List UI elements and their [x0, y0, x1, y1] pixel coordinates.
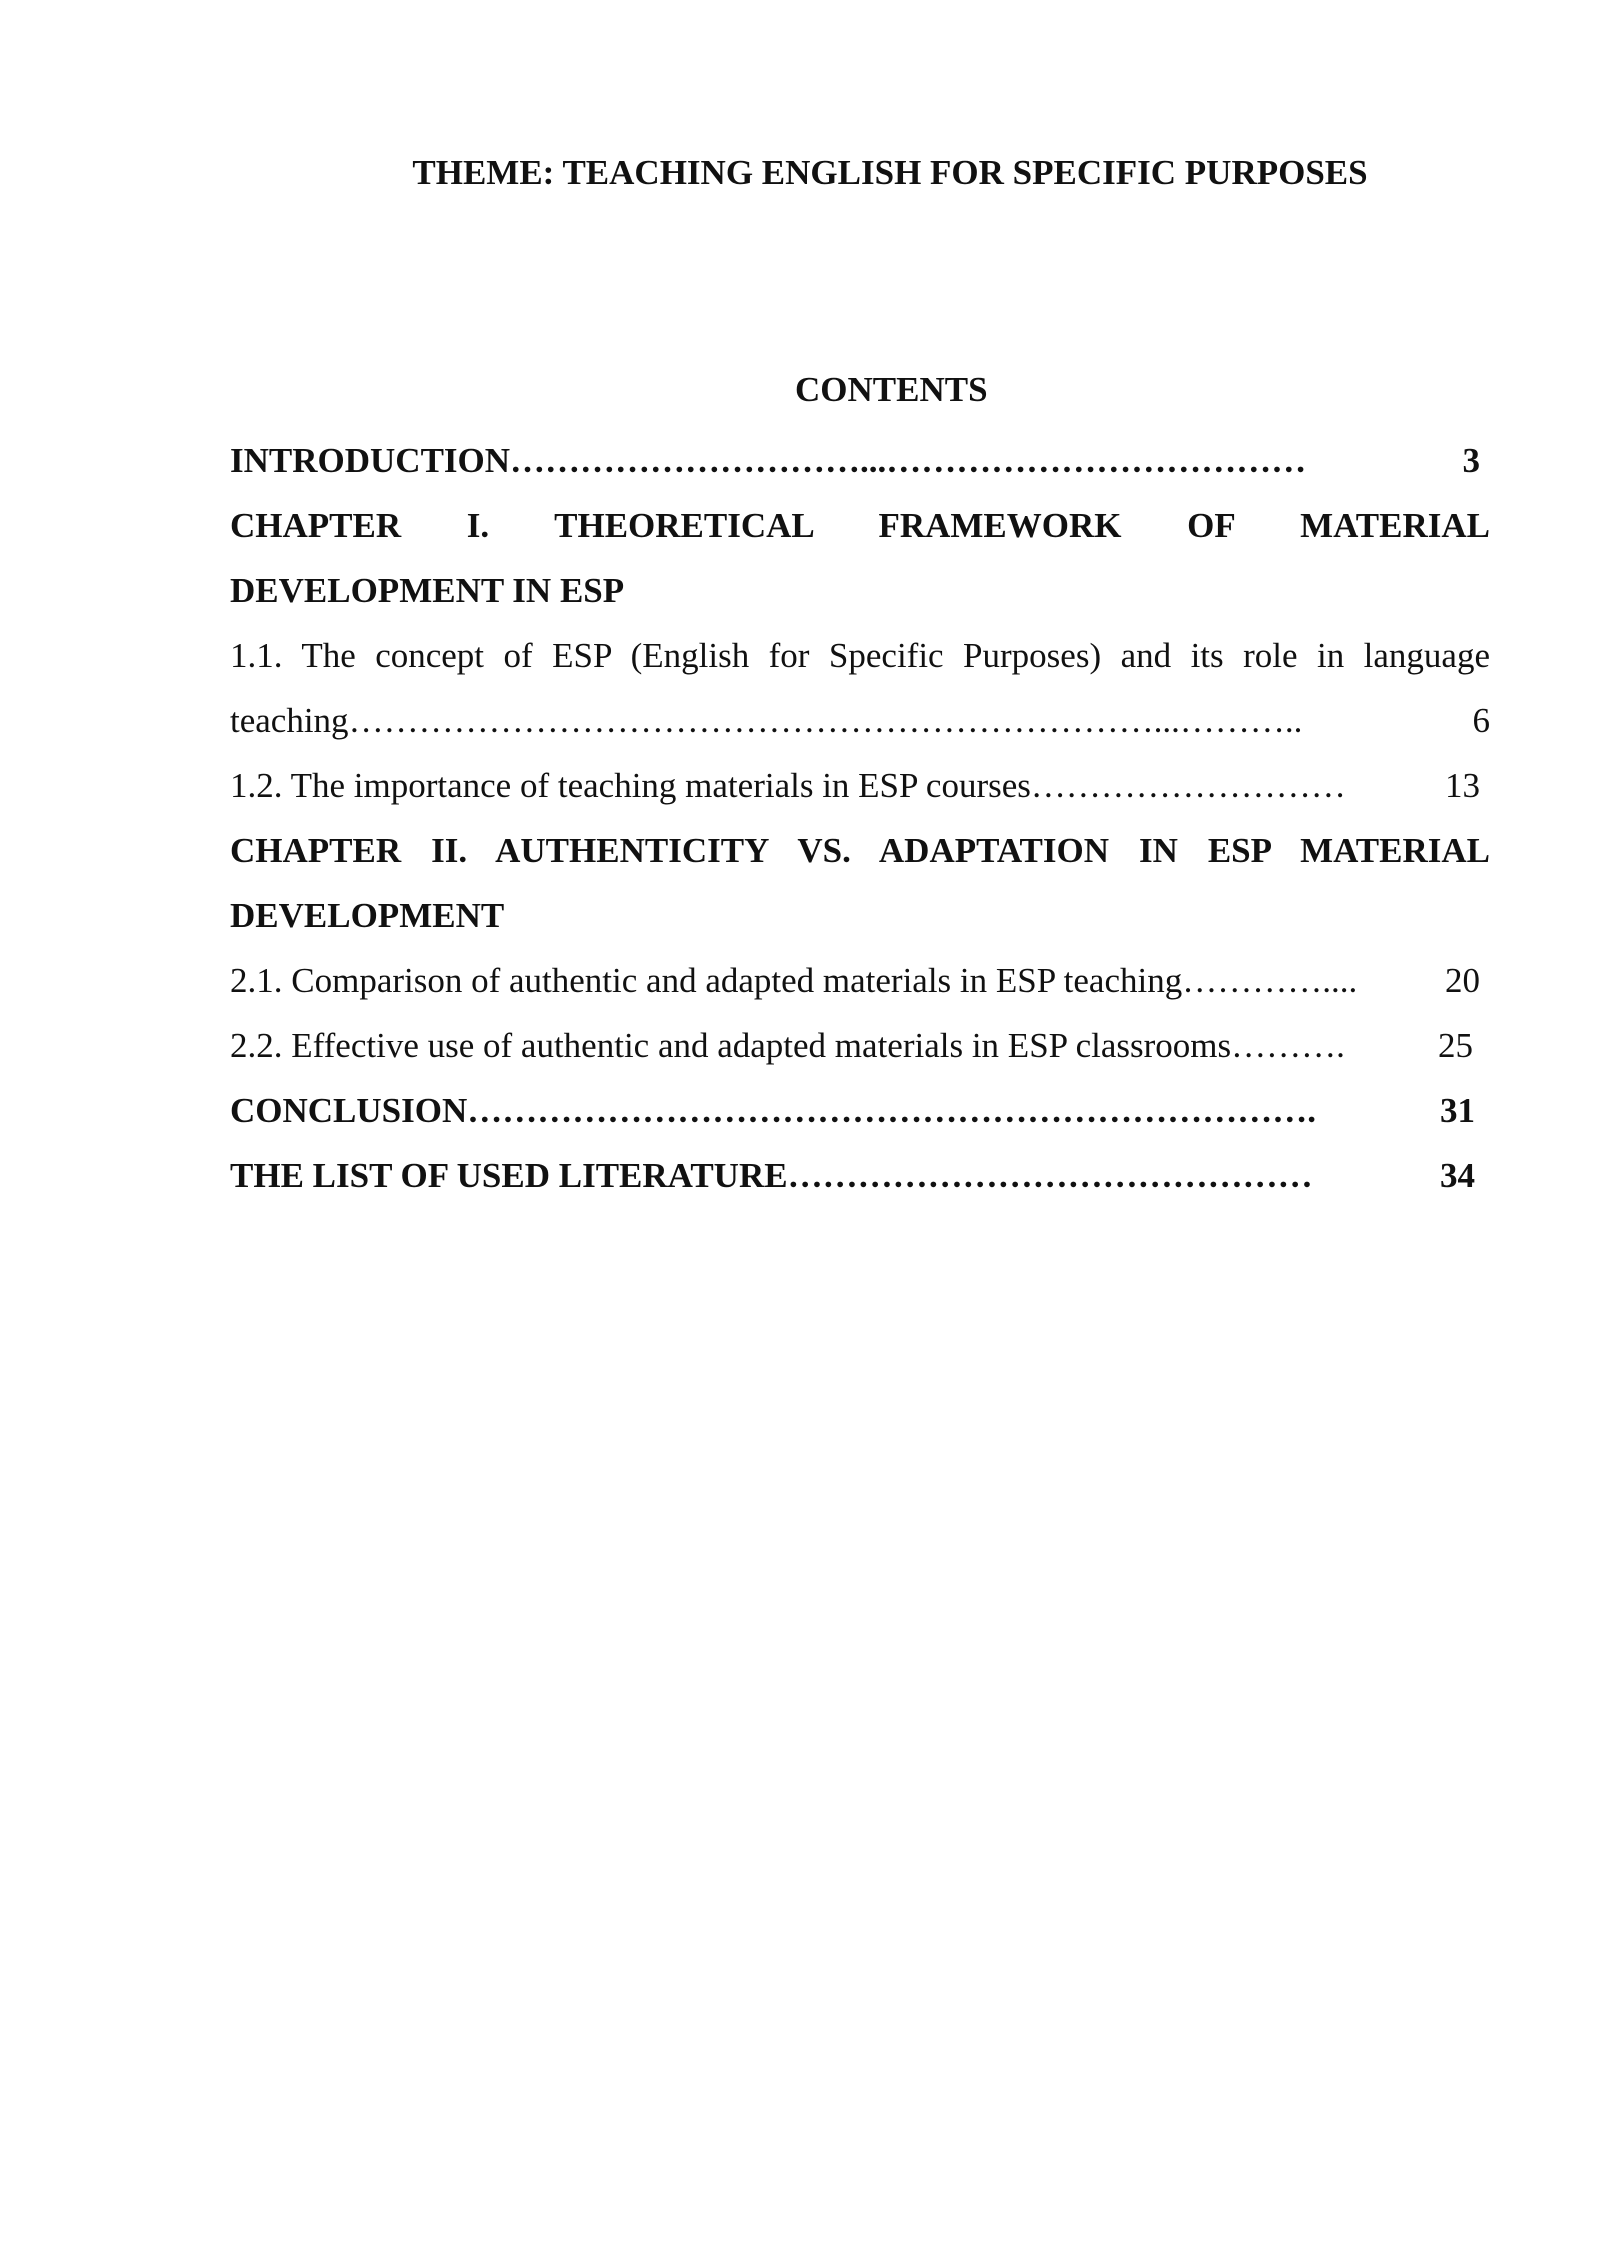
toc-page-number: 34: [1440, 1156, 1475, 1195]
toc-entry-title: 1.2. The importance of teaching materials in ESP courses: [230, 766, 1031, 805]
table-of-contents: [230, 428, 1490, 1208]
toc-chapter-1-line-1[interactable]: CHAPTER I. THEORETICAL FRAMEWORK OF MATERIAL: [230, 506, 1490, 545]
toc-page-number: 6: [1472, 701, 1490, 740]
theme-heading: [0, 153, 1600, 193]
toc-page-number: 25: [1438, 1026, 1473, 1065]
theme-text: THEME: TEACHING ENGLISH FOR SPECIFIC PURPOSES: [412, 153, 1368, 192]
toc-leader-dots: ………………………: [1030, 766, 1346, 805]
contents-title: CONTENTS: [795, 370, 988, 409]
toc-leader-dots: ……………………………………………………………...………..: [348, 701, 1303, 740]
toc-page-number: 3: [1462, 441, 1480, 480]
toc-entry-title: teaching: [230, 701, 349, 740]
toc-page-number: 31: [1440, 1091, 1475, 1130]
toc-entry-conclusion[interactable]: [230, 1078, 1475, 1143]
toc-leader-dots: …………....: [1182, 961, 1358, 1000]
toc-section-2-2[interactable]: [230, 1013, 1473, 1078]
toc-page-number: 20: [1445, 961, 1480, 1000]
toc-entry-title: INTRODUCTION: [230, 441, 511, 480]
toc-entry-introduction[interactable]: [230, 428, 1480, 493]
toc-entry-title: THE LIST OF USED LITERATURE: [230, 1156, 788, 1195]
toc-chapter-1-line-2[interactable]: DEVELOPMENT IN ESP: [230, 571, 625, 610]
toc-section-1-1-line-2[interactable]: [230, 688, 1490, 753]
toc-chapter-2-line-1[interactable]: CHAPTER II. AUTHENTICITY VS. ADAPTATION IN ESP MATERIAL: [230, 831, 1490, 870]
toc-leader-dots: ……….: [1231, 1026, 1345, 1065]
toc-section-2-1[interactable]: [230, 948, 1480, 1013]
toc-leader-dots: …………………………...………………………………: [510, 441, 1307, 480]
toc-section-1-1-line-1[interactable]: 1.1. The concept of ESP (English for Specific Purposes) and its role in language: [230, 636, 1490, 675]
toc-entry-title: 2.1. Comparison of authentic and adapted materials in ESP teaching: [230, 961, 1183, 1000]
toc-entry-literature[interactable]: [230, 1143, 1475, 1208]
toc-entry-title: CONCLUSION: [230, 1091, 468, 1130]
toc-chapter-2-line-2[interactable]: DEVELOPMENT: [230, 896, 505, 935]
toc-entry-title: 2.2. Effective use of authentic and adapted materials in ESP classrooms: [230, 1026, 1232, 1065]
toc-page-number: 13: [1445, 766, 1480, 805]
toc-section-1-2[interactable]: [230, 753, 1480, 818]
toc-leader-dots: ………………………………………: [787, 1156, 1313, 1195]
toc-leader-dots: ……………………………………………………………….: [467, 1091, 1317, 1130]
